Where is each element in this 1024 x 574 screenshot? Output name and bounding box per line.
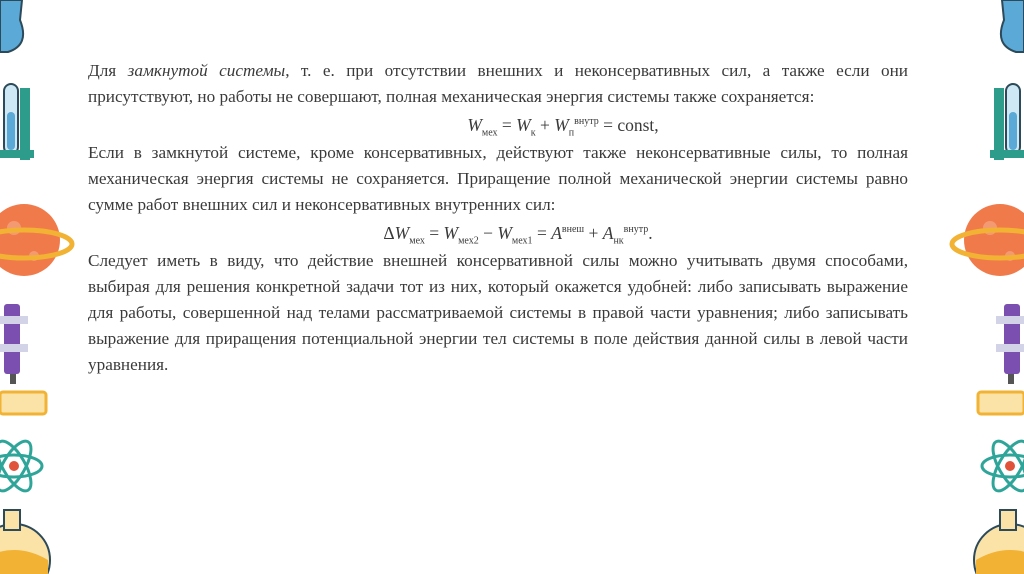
round-flask-icon <box>974 510 1024 574</box>
formula2-b-var: W <box>497 223 512 243</box>
formula1-t2-sub: п <box>568 127 575 139</box>
test-tube-icon <box>990 84 1024 160</box>
paragraph1-prefix: Для <box>88 61 128 80</box>
book-icon <box>978 392 1024 414</box>
atom-icon <box>982 436 1024 495</box>
formula2-lhs-sub: мех <box>409 235 425 247</box>
paragraph1-suffix: , т. е. при отсутствии внешних и неконсервативных сил, а также если они присутствуют, но работы не совершают, полная механическая энергия системы также сохраняется: <box>88 61 908 106</box>
paragraph-closed-system <box>88 58 908 110</box>
formula2-minus: − <box>478 223 498 243</box>
formula1-lhs-var: W <box>467 115 482 135</box>
formula2-c-sup: внеш <box>561 224 585 236</box>
microscope-icon <box>0 304 28 384</box>
formula2-a-sub: мех2 <box>458 235 479 247</box>
formula2-d-var: A <box>602 223 614 243</box>
formula2-c-var: A <box>551 223 562 243</box>
document-body <box>88 58 908 378</box>
formula2-lhs-var: W <box>394 223 410 243</box>
formula-energy-change <box>88 218 908 248</box>
formula2-delta: Δ <box>383 223 395 243</box>
paragraph1-emphasis: замкнутой системы <box>127 61 286 80</box>
planet-icon <box>0 204 72 276</box>
formula1-eq: = <box>497 115 517 135</box>
formula1-lhs-sub: мех <box>481 127 498 139</box>
formula1-t2-sup: внутр <box>574 116 599 128</box>
formula2-plus: + <box>584 223 603 243</box>
formula-energy-conservation <box>88 110 908 140</box>
formula1-t2-var: W <box>554 115 569 135</box>
test-tube-icon <box>0 84 34 160</box>
formula2-d-sup: внутр <box>623 224 649 236</box>
formula1-t1-var: W <box>516 115 531 135</box>
formula1-t1-sub: к <box>530 127 536 139</box>
paragraph-external-force: Следует иметь в виду, что действие внешней консервативной силы можно учитывать двумя способами, выбирая для решения конкретной задачи тот из них, который окажется удобней: либо записывать выражение для работы, совершенной над телами рассматриваемой системы в правой части уравнения; либо записывать выражение для приращения потенциальной энергии тел системы в поле действия данной силы в левой части уравнения. <box>88 251 908 374</box>
formula2-end: . <box>648 223 653 243</box>
atom-icon <box>0 436 42 495</box>
formula2-eq1: = <box>424 223 444 243</box>
formula2-eq2: = <box>532 223 552 243</box>
book-icon <box>0 392 46 414</box>
formula2-b-sub: мех1 <box>511 235 533 247</box>
formula2-a-var: W <box>443 223 459 243</box>
flask-icon <box>0 0 23 52</box>
microscope-icon <box>996 304 1024 384</box>
left-decoration <box>0 0 90 574</box>
flask-icon <box>1001 0 1024 52</box>
formula1-plus: + <box>535 115 555 135</box>
formula2-d-sub: нк <box>613 235 624 247</box>
round-flask-icon <box>0 510 50 574</box>
right-decoration <box>934 0 1024 574</box>
paragraph-nonconservative: Если в замкнутой системе, кроме консервативных, действуют также неконсервативные силы, то полная механическая энергия системы не сохраняется. Приращение полной механической энергии системы равно сумме работ внешних сил и неконсервативных внутренних сил: <box>88 143 908 214</box>
formula1-rhs: = const, <box>598 115 659 135</box>
planet-icon <box>952 204 1024 276</box>
